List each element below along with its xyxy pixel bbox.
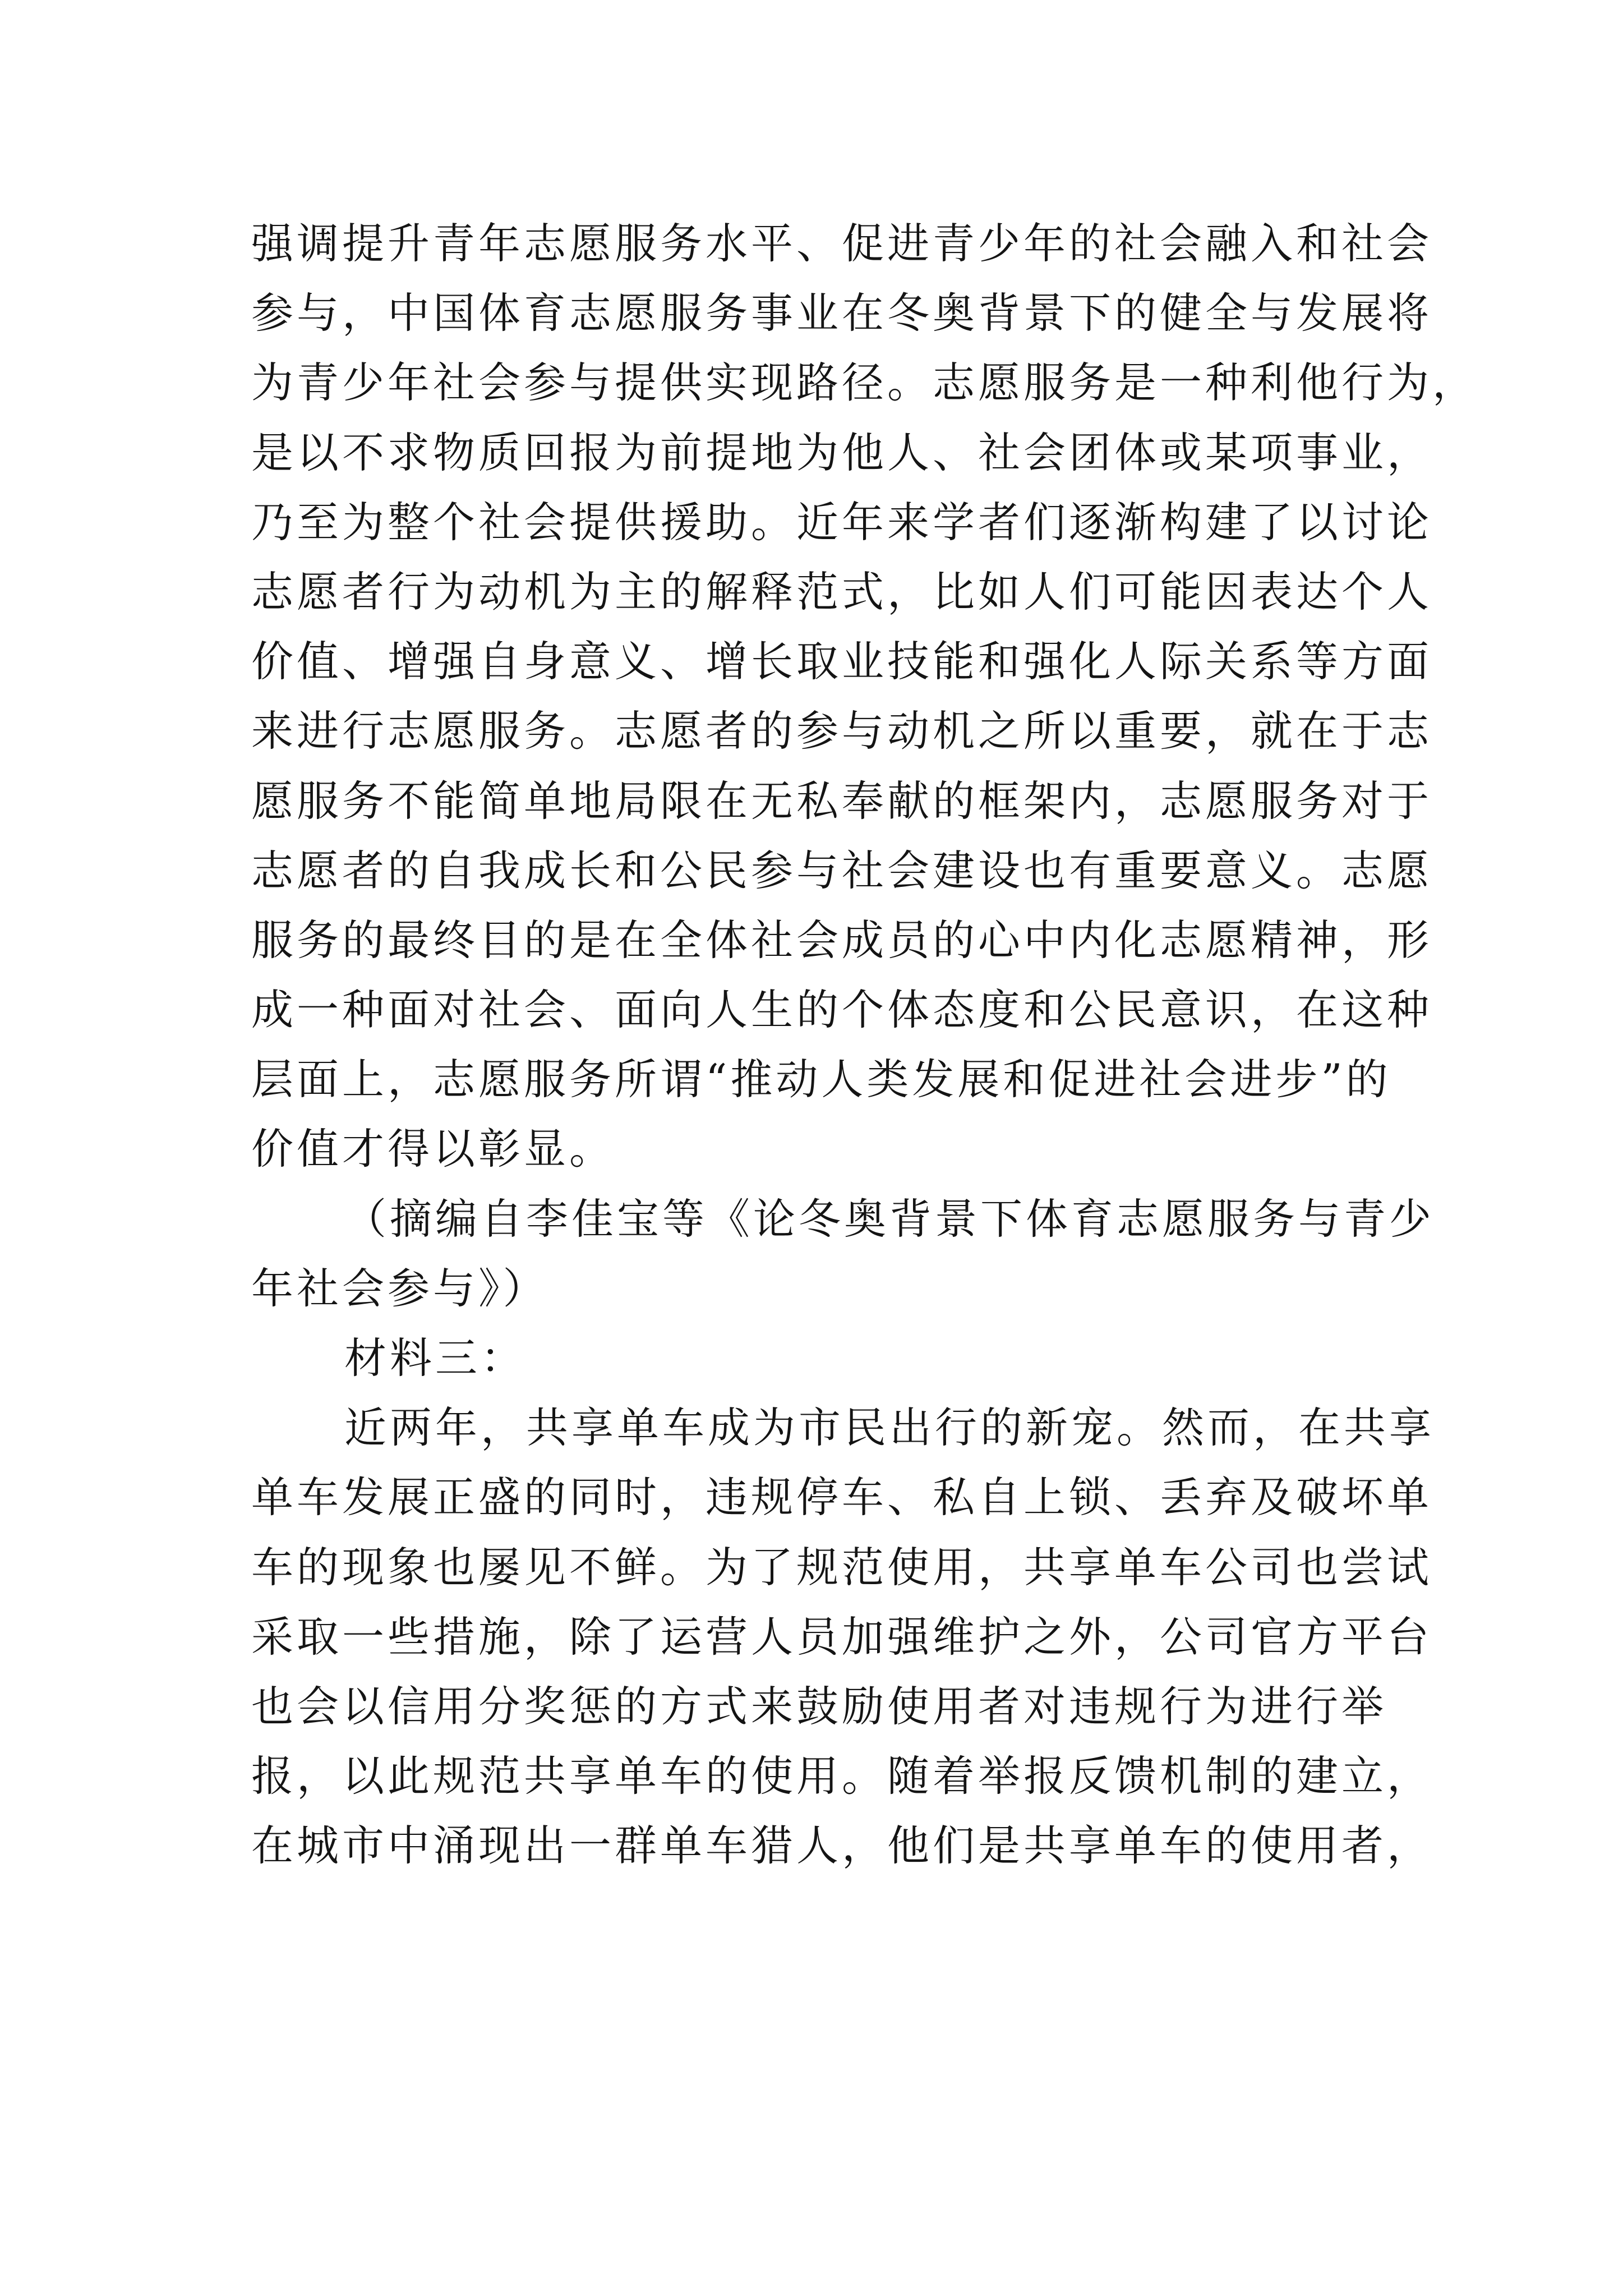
text-line: 来进行志愿服务。志愿者的参与动机之所以重要，就在于志 (251, 706, 1433, 756)
citation-line: 年社会参与》） (251, 1263, 548, 1313)
body-text (251, 209, 1478, 1881)
text-line: 是以不求物质回报为前提地为他人、社会团体或某项事业， (251, 427, 1433, 477)
text-line: 乃至为整个社会提供援助。近年来学者们逐渐构建了以讨论 (251, 497, 1433, 547)
citation-line: （摘编自李佳宝等《论冬奥背景下体育志愿服务与青少 (344, 1194, 1435, 1244)
text-line: 为青少年社会参与提供实现路径。志愿服务是一种利他行为， (251, 358, 1478, 408)
text-line: 近两年，共享单车成为市民出行的新宠。然而，在共享 (344, 1403, 1435, 1453)
text-line: 车的现象也屡见不鲜。为了规范使用，共享单车公司也尝试 (251, 1542, 1433, 1592)
text-line: 志愿者行为动机为主的解释范式，比如人们可能因表达个人 (251, 567, 1433, 616)
text-line: 采取一些措施，除了运营人员加强维护之外，公司官方平台 (251, 1612, 1433, 1662)
text-line: 愿服务不能简单地局限在无私奉献的框架内，志愿服务对于 (251, 776, 1433, 826)
text-line: 也会以信用分奖惩的方式来鼓励使用者对违规行为进行举 (251, 1681, 1387, 1731)
text-line: 在城市中涌现出一群单车猎人，他们是共享单车的使用者， (251, 1821, 1433, 1871)
text-line: 参与，中国体育志愿服务事业在冬奥背景下的健全与发展将 (251, 288, 1433, 338)
text-line: 服务的最终目的是在全体社会成员的心中内化志愿精神，形 (251, 915, 1433, 965)
section-heading: 材料三： (344, 1333, 527, 1383)
text-line: 志愿者的自我成长和公民参与社会建设也有重要意义。志愿 (251, 845, 1433, 895)
text-line: 成一种面对社会、面向人生的个体态度和公民意识，在这种 (251, 985, 1433, 1035)
text-line: 单车发展正盛的同时，违规停车、私自上锁、丢弃及破坏单 (251, 1473, 1433, 1522)
text-line: 强调提升青年志愿服务水平、促进青少年的社会融入和社会 (251, 219, 1433, 268)
text-line: 层面上，志愿服务所谓“推动人类发展和促进社会进步”的 (251, 1055, 1391, 1105)
text-line: 价值、增强自身意义、增长取业技能和强化人际关系等方面 (251, 637, 1433, 687)
text-line: 价值才得以彰显。 (251, 1124, 615, 1174)
text-line: 报，以此规范共享单车的使用。随着举报反馈机制的建立， (251, 1751, 1433, 1801)
